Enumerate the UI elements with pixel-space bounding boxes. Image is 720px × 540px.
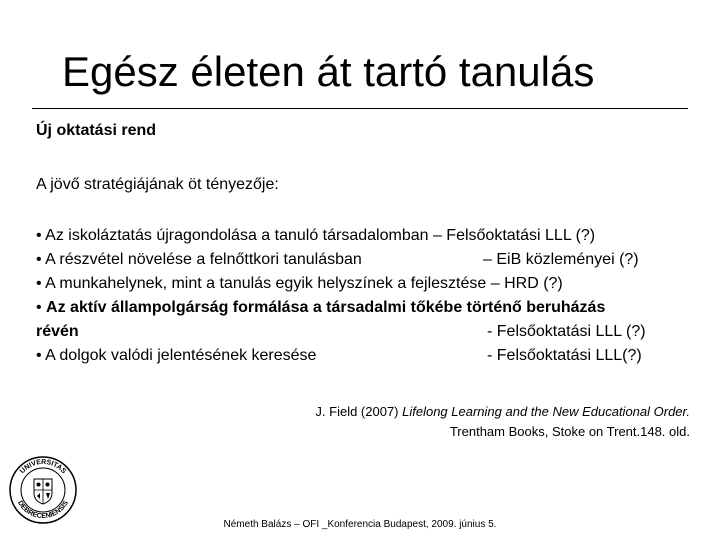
citation-line-1 [315,402,690,422]
svg-text:DEBRECENIENSIS: DEBRECENIENSIS [16,499,70,521]
title-divider [32,108,688,109]
citation [315,402,690,442]
bullet-text: • A dolgok valódi jelentésének keresése [36,347,317,364]
citation-publisher: Trentham Books, Stoke on Trent.148. old. [449,424,690,439]
bullet-item [36,248,676,272]
bullet-item [36,296,676,320]
intro-text: A jövő stratégiájának öt tényezője: [36,176,279,193]
bullet-source: - Felsőoktatási LLL (?) [487,323,646,340]
slide-subtitle: Új oktatási rend [36,122,157,139]
bullet-item [36,272,676,296]
bullet-source: - Felsőoktatási LLL(?) [487,347,642,364]
bullet-item [36,344,676,368]
bullet-marker: • [36,299,47,316]
bullet-text: • A részvétel növelése a felnőttkori tanulásban [36,251,362,268]
bullet-continuation-text: révén [36,323,79,340]
bullet-text: • Az iskoláztatás újragondolása a tanuló társadalomban – Felsőoktatási LLL (?) [36,227,596,244]
svg-text:UNIVERSITAS: UNIVERSITAS [18,458,68,476]
citation-book-title: Lifelong Learning and the New Educational Order. [402,404,690,419]
bullet-source: – EiB közleményei (?) [483,251,639,268]
bullet-continuation [36,320,676,344]
footer-text: Németh Balázs – OFI _Konferencia Budapest, 2009. június 5. [223,519,497,530]
bullet-text [36,296,605,320]
bullet-list [36,224,676,368]
slide-title: Egész életen át tartó tanulás [62,48,595,95]
citation-author: J. Field (2007) [315,404,399,419]
bullet-text: • A munkahelynek, mint a tanulás egyik helyszínek a fejlesztése – HRD (?) [36,275,563,292]
bullet-item [36,224,676,248]
university-seal-icon [8,455,78,525]
bullet-bold-text: Az aktív állampolgárság formálása a társadalmi tőkébe történő beruházás [46,299,606,316]
